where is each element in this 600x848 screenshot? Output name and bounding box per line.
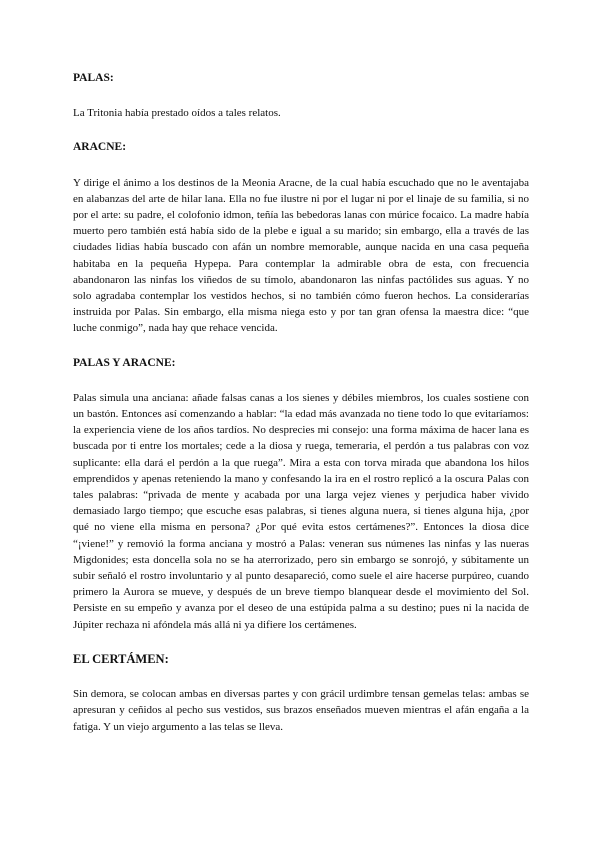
section-heading-palas: PALAS: xyxy=(73,72,114,84)
section-paragraph-palas: La Tritonia había prestado oídos a tales relatos. xyxy=(73,107,281,120)
document-page xyxy=(73,70,529,753)
section-paragraph-el-certamen: Sin demora, se colocan ambas en diversas partes y con grácil urdimbre tensan gemelas telas: ambas se apresuran y ceñidos al pecho sus vestidos, sus brazos enseñados mueven mientras el afán engaña a la fatiga. Y un viejo argumento a las telas se lleva. xyxy=(73,688,529,733)
section-paragraph-palas-y-aracne: Palas simula una anciana: añade falsas canas a los sienes y débiles miembros, los cuales sostiene con un bastón. Entonces así comenzando a hablar: “la edad más avanzada no tiene todo lo que evitaríamos: la experiencia viene de los años tardíos. No desprecies mi consejo: una forma máxima de hacer lana es buscada por ti entre los mortales; cede a la diosa y ruega, temeraria, el perdón a tus palabras con voz suplicante: ella dará el perdón a la que ruega”. Mira a esta con torva mirada que abandona los hilos emprendidos y apenas reteniendo la mano y confesando la ira en el rostro replicó a la oscura Palas con tales palabras: “privada de mente y acabada por una larga vejez vienes y perjudica haber vivido demasiado largo tiempo; que escuche esas palabras, si tienes alguna nuera, si tienes alguna hija, ¿por qué no viene ella misma en persona? ¿Por qué evita estos certámenes?”. Entonces la diosa dice “¡viene!” y removió la forma anciana y mostró a Palas: veneran sus númenes las ninfas y las nueras Migdonides; esta doncella sola no se ha aterrorizado, pero sin embargo se sonrojó, y súbitamente un subir señaló el rostro involuntario y al punto desapareció, como suele el aire hacerse purpúreo, cuando primero la Aurora se mueve, y después de un breve tiempo blanquear desde el movimiento del Sol. Persiste en su empeño y avanza por el deseo de una estúpida palma a su destino; pues ni la nacida de Júpiter rechaza ni afóndela más allá ni ya difiere los certámenes. xyxy=(73,391,529,631)
section-heading-el-certamen: EL CERTÁMEN: xyxy=(73,651,169,666)
section-heading-palas-y-aracne: PALAS Y ARACNE: xyxy=(73,356,176,369)
section-paragraph-aracne: Y dirige el ánimo a los destinos de la Meonia Aracne, de la cual había escuchado que no le aventajaba en alabanzas del arte de hilar lana. Ella no fue ilustre ni por el lugar ni por el linaje de su familia, si no por el arte: su padre, el colofonio idmon, teñía las bebedoras lanas con múrice focaico. La madre había muerto pero también está había sido de la plebe e igual a su marido; sin embargo, ella a través de las ciudades lidias había buscado con afán un nombre memorable, aunque nacida en una casa pequeña habitaba en la pequeña Hypepa. Para contemplar la admirable obra de esta, con frecuencia abandonaron las ninfas los viñedos de su tímolo, abandonaron las ninfas pactólides sus aguas. Y no solo agradaba contemplar los vestidos hechos, si no también cómo fueron hechos. La considerarías instruida por Palas. Sin embargo, ella misma niega esto y por tan gran ofensa la maestra dice: “que luche conmigo”, nada hay que rehace vencida. xyxy=(73,176,529,335)
section-heading-aracne: ARACNE: xyxy=(73,141,127,154)
